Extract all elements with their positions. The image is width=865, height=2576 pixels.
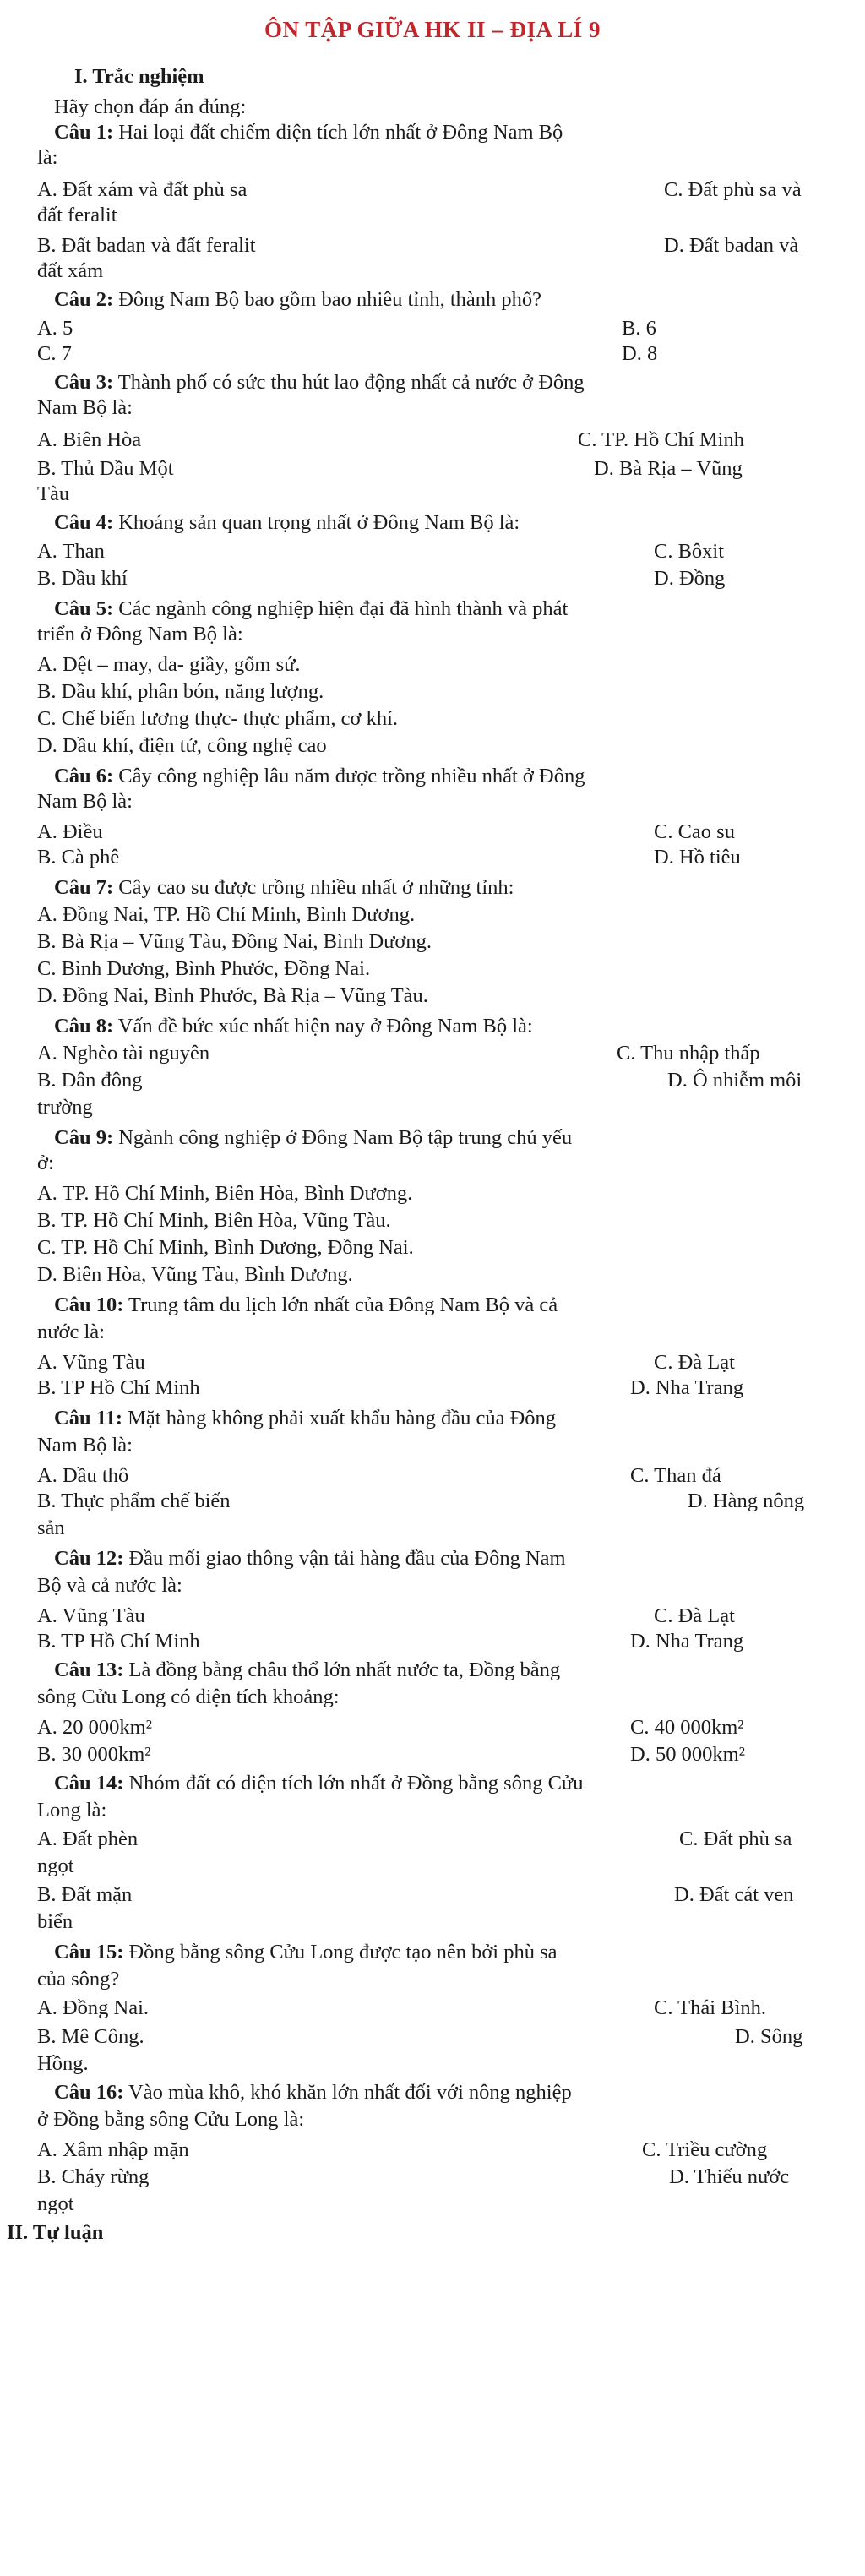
question-number: Câu 5: xyxy=(54,597,114,620)
section-heading-essay: II. Tự luận xyxy=(7,2221,104,2244)
question-3-continuation: Nam Bộ là: xyxy=(37,396,133,419)
q16-option-d: D. Thiếu nước xyxy=(669,2165,790,2188)
q11-option-d: D. Hàng nông xyxy=(688,1490,805,1512)
question-number: Câu 13: xyxy=(54,1658,124,1681)
q11-option-a: A. Dầu thô xyxy=(37,1464,129,1487)
q4-option-a: A. Than xyxy=(37,540,105,563)
q10-option-b: B. TP Hồ Chí Minh xyxy=(37,1376,200,1399)
q14-option-a: A. Đất phèn xyxy=(37,1827,139,1850)
question-13-continuation: sông Cửu Long có diện tích khoảng: xyxy=(37,1686,340,1708)
q12-option-a: A. Vũng Tàu xyxy=(37,1604,145,1627)
q3-option-a: A. Biên Hòa xyxy=(37,428,142,451)
question-2 xyxy=(54,287,541,312)
q10-option-a: A. Vũng Tàu xyxy=(37,1351,145,1374)
q3-option-d-continuation: Tàu xyxy=(37,482,70,505)
question-number: Câu 1: xyxy=(54,121,114,144)
q9-option-b: B. TP. Hồ Chí Minh, Biên Hòa, Vũng Tàu. xyxy=(37,1209,391,1232)
q6-option-c: C. Cao su xyxy=(654,820,735,843)
q15-option-d: D. Sông xyxy=(735,2025,803,2048)
q16-option-b: B. Cháy rừng xyxy=(37,2165,150,2188)
q4-option-c: C. Bôxit xyxy=(654,540,725,563)
question-number: Câu 9: xyxy=(54,1126,114,1149)
question-8 xyxy=(54,1014,533,1038)
q3-option-d: D. Bà Rịa – Vũng xyxy=(594,457,743,480)
q12-option-c: C. Đà Lạt xyxy=(654,1604,735,1627)
q16-option-d-continuation: ngọt xyxy=(37,2192,74,2215)
question-5 xyxy=(54,596,568,621)
question-14-continuation: Long là: xyxy=(37,1799,107,1822)
question-12-continuation: Bộ và cả nước là: xyxy=(37,1574,182,1597)
q15-option-c: C. Thái Bình. xyxy=(654,1996,766,2019)
section-heading-multiple-choice: I. Trắc nghiệm xyxy=(74,65,204,88)
question-number: Câu 6: xyxy=(54,765,114,787)
question-number: Câu 8: xyxy=(54,1015,114,1037)
question-text: Khoáng sản quan trọng nhất ở Đông Nam Bộ là: xyxy=(113,511,520,534)
q9-option-d: D. Biên Hòa, Vũng Tàu, Bình Dương. xyxy=(37,1263,353,1286)
question-9-continuation: ở: xyxy=(37,1152,54,1174)
q11-option-c: C. Than đá xyxy=(630,1464,721,1487)
q7-option-d: D. Đồng Nai, Bình Phước, Bà Rịa – Vũng Tàu. xyxy=(37,984,428,1007)
q13-option-a: A. 20 000km² xyxy=(37,1716,152,1739)
q10-option-d: D. Nha Trang xyxy=(630,1376,744,1399)
question-number: Câu 10: xyxy=(54,1293,124,1316)
q2-option-b: B. 6 xyxy=(622,317,656,340)
question-number: Câu 3: xyxy=(54,371,114,394)
question-9 xyxy=(54,1125,572,1150)
question-7 xyxy=(54,875,514,900)
q5-option-a: A. Dệt – may, da- giầy, gốm sứ. xyxy=(37,653,301,676)
question-16 xyxy=(54,2080,572,2105)
question-text: Vào mùa khô, khó khăn lớn nhất đối với nông nghiệp xyxy=(123,2081,572,2104)
q6-option-b: B. Cà phê xyxy=(37,846,120,869)
q14-option-d-continuation: biển xyxy=(37,1910,73,1933)
question-15-continuation: của sông? xyxy=(37,1968,120,1991)
q8-option-b: B. Dân đông xyxy=(37,1069,143,1092)
q5-option-d: D. Dầu khí, điện tử, công nghệ cao xyxy=(37,734,327,757)
question-16-continuation: ở Đồng bằng sông Cửu Long là: xyxy=(37,2108,305,2131)
q8-option-c: C. Thu nhập thấp xyxy=(617,1042,760,1065)
question-6-continuation: Nam Bộ là: xyxy=(37,790,133,813)
q5-option-c: C. Chế biến lương thực- thực phẩm, cơ khí. xyxy=(37,707,399,730)
q13-option-c: C. 40 000km² xyxy=(630,1716,744,1739)
q1-option-c: C. Đất phù sa và xyxy=(664,178,802,201)
q12-option-d: D. Nha Trang xyxy=(630,1630,744,1653)
question-text: Đông Nam Bộ bao gồm bao nhiêu tỉnh, thành phố? xyxy=(113,288,542,311)
question-text: Cây cao su được trồng nhiều nhất ở những tỉnh: xyxy=(113,876,514,899)
question-number: Câu 14: xyxy=(54,1772,124,1794)
instruction-text: Hãy chọn đáp án đúng: xyxy=(54,95,247,118)
q14-option-c: C. Đất phù sa xyxy=(679,1827,792,1850)
question-15 xyxy=(54,1940,558,1964)
q15-option-b: B. Mê Công. xyxy=(37,2025,144,2048)
q9-option-c: C. TP. Hồ Chí Minh, Bình Dương, Đồng Nai. xyxy=(37,1236,414,1259)
q14-option-d: D. Đất cát ven xyxy=(674,1883,794,1906)
question-text: Cây công nghiệp lâu năm được trồng nhiều nhất ở Đông xyxy=(113,765,585,787)
page-title: ÔN TẬP GIỮA HK II – ĐỊA LÍ 9 xyxy=(264,17,601,42)
q11-option-b: B. Thực phẩm chế biến xyxy=(37,1490,231,1512)
q2-option-a: A. 5 xyxy=(37,317,73,340)
question-4 xyxy=(54,510,520,535)
question-text: Đồng bằng sông Cửu Long được tạo nên bởi phù sa xyxy=(123,1941,558,1963)
question-text: Là đồng bằng châu thổ lớn nhất nước ta, Đồng bằng xyxy=(123,1658,561,1681)
q6-option-a: A. Điều xyxy=(37,820,103,843)
question-text: Hai loại đất chiếm diện tích lớn nhất ở Đông Nam Bộ xyxy=(113,121,563,144)
question-text: Các ngành công nghiệp hiện đại đã hình thành và phát xyxy=(113,597,569,620)
question-11-continuation: Nam Bộ là: xyxy=(37,1434,133,1457)
q3-option-c: C. TP. Hồ Chí Minh xyxy=(578,428,744,451)
question-1 xyxy=(54,120,563,144)
question-3 xyxy=(54,370,585,395)
question-6 xyxy=(54,764,585,788)
q13-option-b: B. 30 000km² xyxy=(37,1743,151,1766)
question-5-continuation: triển ở Đông Nam Bộ là: xyxy=(37,623,243,645)
question-12 xyxy=(54,1546,566,1571)
q1-option-d-continuation: đất xám xyxy=(37,259,104,282)
question-10 xyxy=(54,1293,558,1317)
q2-option-c: C. 7 xyxy=(37,342,72,365)
question-number: Câu 11: xyxy=(54,1407,123,1430)
question-number: Câu 4: xyxy=(54,511,114,534)
q7-option-c: C. Bình Dương, Bình Phước, Đồng Nai. xyxy=(37,957,371,980)
q1-option-a: A. Đất xám và đất phù sa xyxy=(37,178,248,201)
q3-option-b: B. Thủ Dầu Một xyxy=(37,457,174,480)
q1-option-d: D. Đất badan và xyxy=(664,234,799,257)
question-text: Nhóm đất có diện tích lớn nhất ở Đồng bằng sông Cửu xyxy=(123,1772,584,1794)
q4-option-b: B. Dầu khí xyxy=(37,567,128,590)
q11-option-d-continuation: sản xyxy=(37,1517,65,1539)
question-text: Đầu mối giao thông vận tải hàng đầu của Đông Nam xyxy=(123,1547,566,1570)
question-text: Vấn đề bức xúc nhất hiện nay ở Đông Nam Bộ là: xyxy=(113,1015,533,1037)
question-11 xyxy=(54,1406,556,1430)
q2-option-d: D. 8 xyxy=(622,342,658,365)
q12-option-b: B. TP Hồ Chí Minh xyxy=(37,1630,200,1653)
q8-option-a: A. Nghèo tài nguyên xyxy=(37,1042,210,1065)
question-text: Ngành công nghiệp ở Đông Nam Bộ tập trung chủ yếu xyxy=(113,1126,573,1149)
question-number: Câu 2: xyxy=(54,288,114,311)
q15-option-d-continuation: Hồng. xyxy=(37,2052,89,2075)
q6-option-d: D. Hồ tiêu xyxy=(654,846,741,869)
question-number: Câu 15: xyxy=(54,1941,124,1963)
question-number: Câu 16: xyxy=(54,2081,124,2104)
q16-option-c: C. Triều cường xyxy=(642,2138,768,2161)
q10-option-c: C. Đà Lạt xyxy=(654,1351,735,1374)
question-number: Câu 7: xyxy=(54,876,114,899)
q1-option-b: B. Đất badan và đất feralit xyxy=(37,234,256,257)
question-13 xyxy=(54,1658,560,1682)
question-14 xyxy=(54,1771,583,1795)
question-text: Mặt hàng không phải xuất khẩu hàng đầu của Đông xyxy=(122,1407,557,1430)
question-text: Trung tâm du lịch lớn nhất của Đông Nam Bộ và cả xyxy=(123,1293,558,1316)
question-10-continuation: nước là: xyxy=(37,1321,105,1343)
q13-option-d: D. 50 000km² xyxy=(630,1743,745,1766)
question-number: Câu 12: xyxy=(54,1547,124,1570)
q7-option-a: A. Đồng Nai, TP. Hồ Chí Minh, Bình Dương. xyxy=(37,903,416,926)
q7-option-b: B. Bà Rịa – Vũng Tàu, Đồng Nai, Bình Dương. xyxy=(37,930,432,953)
q14-option-b: B. Đất mặn xyxy=(37,1883,133,1906)
q16-option-a: A. Xâm nhập mặn xyxy=(37,2138,189,2161)
q15-option-a: A. Đồng Nai. xyxy=(37,1996,150,2019)
q5-option-b: B. Dầu khí, phân bón, năng lượng. xyxy=(37,680,324,703)
q4-option-d: D. Đồng xyxy=(654,567,726,590)
q9-option-a: A. TP. Hồ Chí Minh, Biên Hòa, Bình Dương. xyxy=(37,1182,413,1205)
q8-option-d: D. Ô nhiễm môi xyxy=(667,1069,802,1092)
q14-option-c-continuation: ngọt xyxy=(37,1854,74,1877)
question-1-continuation: là: xyxy=(37,146,58,169)
question-text: Thành phố có sức thu hút lao động nhất cả nước ở Đông xyxy=(113,371,585,394)
q1-option-c-continuation: đất feralit xyxy=(37,204,117,226)
q8-option-d-continuation: trường xyxy=(37,1096,93,1119)
